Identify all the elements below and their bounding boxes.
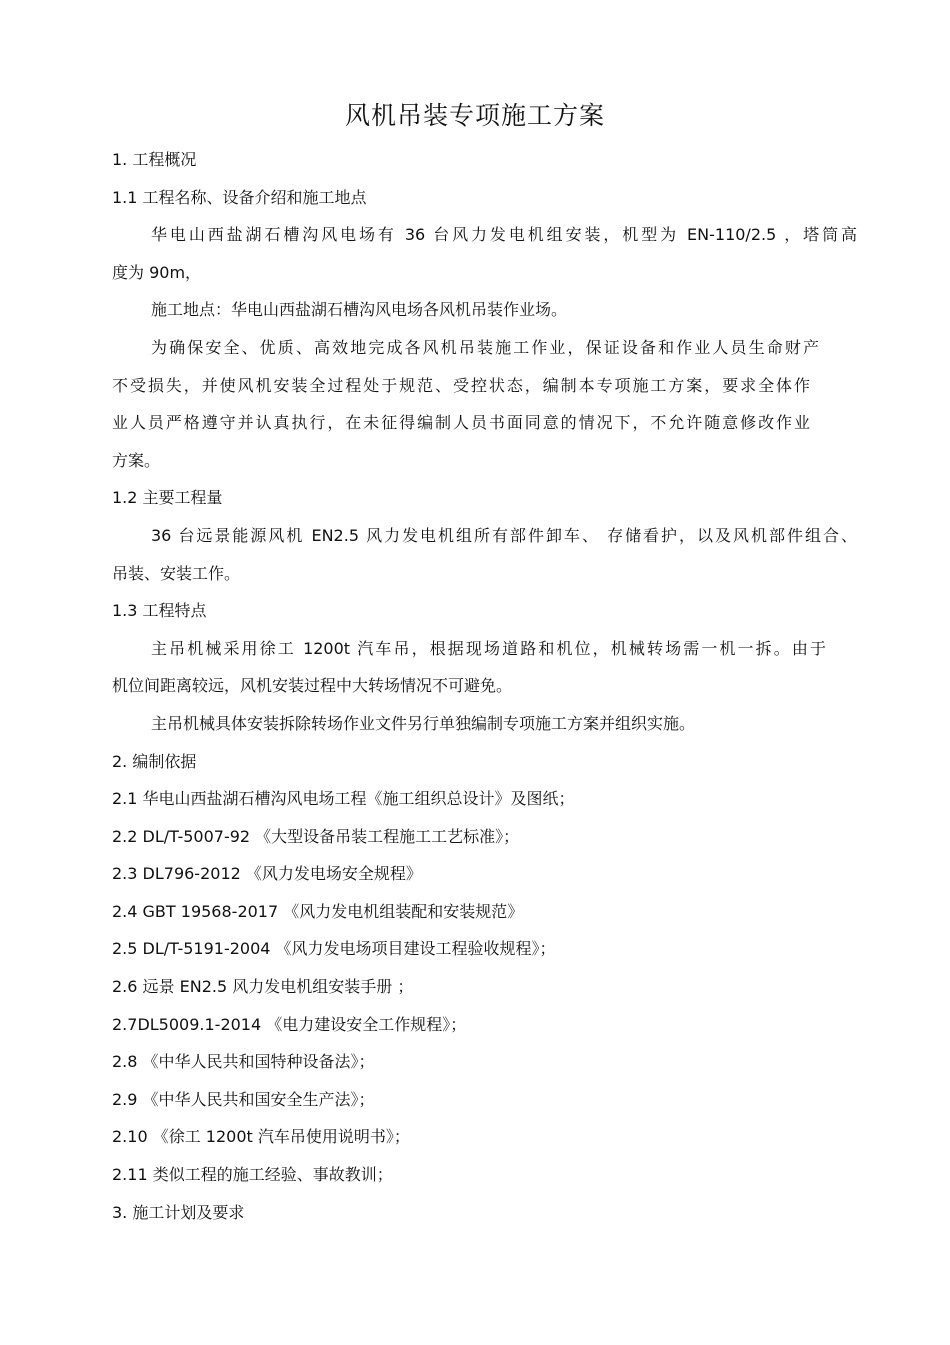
reference-item: 2.11 类似工程的施工经验、事故教训； [112,1165,393,1185]
paragraph-line: 方案。 [112,450,161,470]
paragraph-line: 华电山西盐湖石槽沟风电场有 36 台风力发电机组安装，机型为 EN-110/2.5 ，塔筒高 [151,225,857,245]
section-heading-2: 2. 编制依据 [112,751,197,771]
paragraph-line: 36 台远景能源风机 EN2.5 风力发电机组所有部件卸车、 存储看护，以及风机部件组合、 [151,525,857,545]
reference-item: 2.10 《徐工 1200t 汽车吊使用说明书》； [112,1127,410,1147]
paragraph-line: 吊装、安装工作。 [112,563,241,583]
reference-item: 2.3 DL796-2012 《风力发电场安全规程》 [112,864,422,884]
reference-item: 2.4 GBT 19568-2017 《风力发电机组装配和安装规范》 [112,901,524,921]
reference-item: 2.7DL5009.1-2014 《电力建设安全工作规程》； [112,1014,467,1034]
paragraph-line: 不受损失，并使风机安装全过程处于规范、受控状态，编制本专项施工方案，要求全体作 [112,375,810,395]
paragraph-line: 业人员严格遵守并认真执行，在未征得编制人员书面同意的情况下，不允许随意修改作业 [112,413,810,433]
paragraph-line: 为确保安全、优质、高效地完成各风机吊装施工作业，保证设备和作业人员生命财产 [151,337,819,357]
paragraph-line: 主吊机械采用徐工 1200t 汽车吊，根据现场道路和机位，机械转场需一机一拆。由于 [151,638,826,658]
subsection-heading-1-1: 1.1 工程名称、设备介绍和施工地点 [112,187,367,207]
reference-item: 2.2 DL/T-5007-92 《大型设备吊装工程施工工艺标准》； [112,826,520,846]
subsection-heading-1-3: 1.3 工程特点 [112,601,207,621]
reference-item: 2.9 《中华人民共和国安全生产法》； [112,1089,375,1109]
reference-item: 2.6 远景 EN2.5 风力发电机组安装手册 ； [112,977,414,997]
reference-item: 2.8 《中华人民共和国特种设备法》； [112,1052,375,1072]
paragraph-line: 施工地点：华电山西盐湖石槽沟风电场各风机吊装作业场。 [151,300,568,320]
paragraph-line: 机位间距离较远，风机安装过程中大转场情况不可避免。 [112,676,513,696]
paragraph-line: 主吊机械具体安装拆除转场作业文件另行单独编制专项施工方案并组织实施。 [151,713,696,733]
paragraph-line: 度为 90m， [112,262,202,282]
section-heading-1: 1. 工程概况 [112,150,197,169]
document-title: 风机吊装专项施工方案 [344,101,605,130]
section-heading-3: 3. 施工计划及要求 [112,1202,245,1222]
subsection-heading-1-2: 1.2 主要工程量 [112,488,223,508]
reference-item: 2.5 DL/T-5191-2004 《风力发电场项目建设工程验收规程》； [112,939,556,959]
document-body [112,149,857,1239]
reference-item: 2.1 华电山西盐湖石槽沟风电场工程《施工组织总设计》及图纸； [112,789,575,809]
